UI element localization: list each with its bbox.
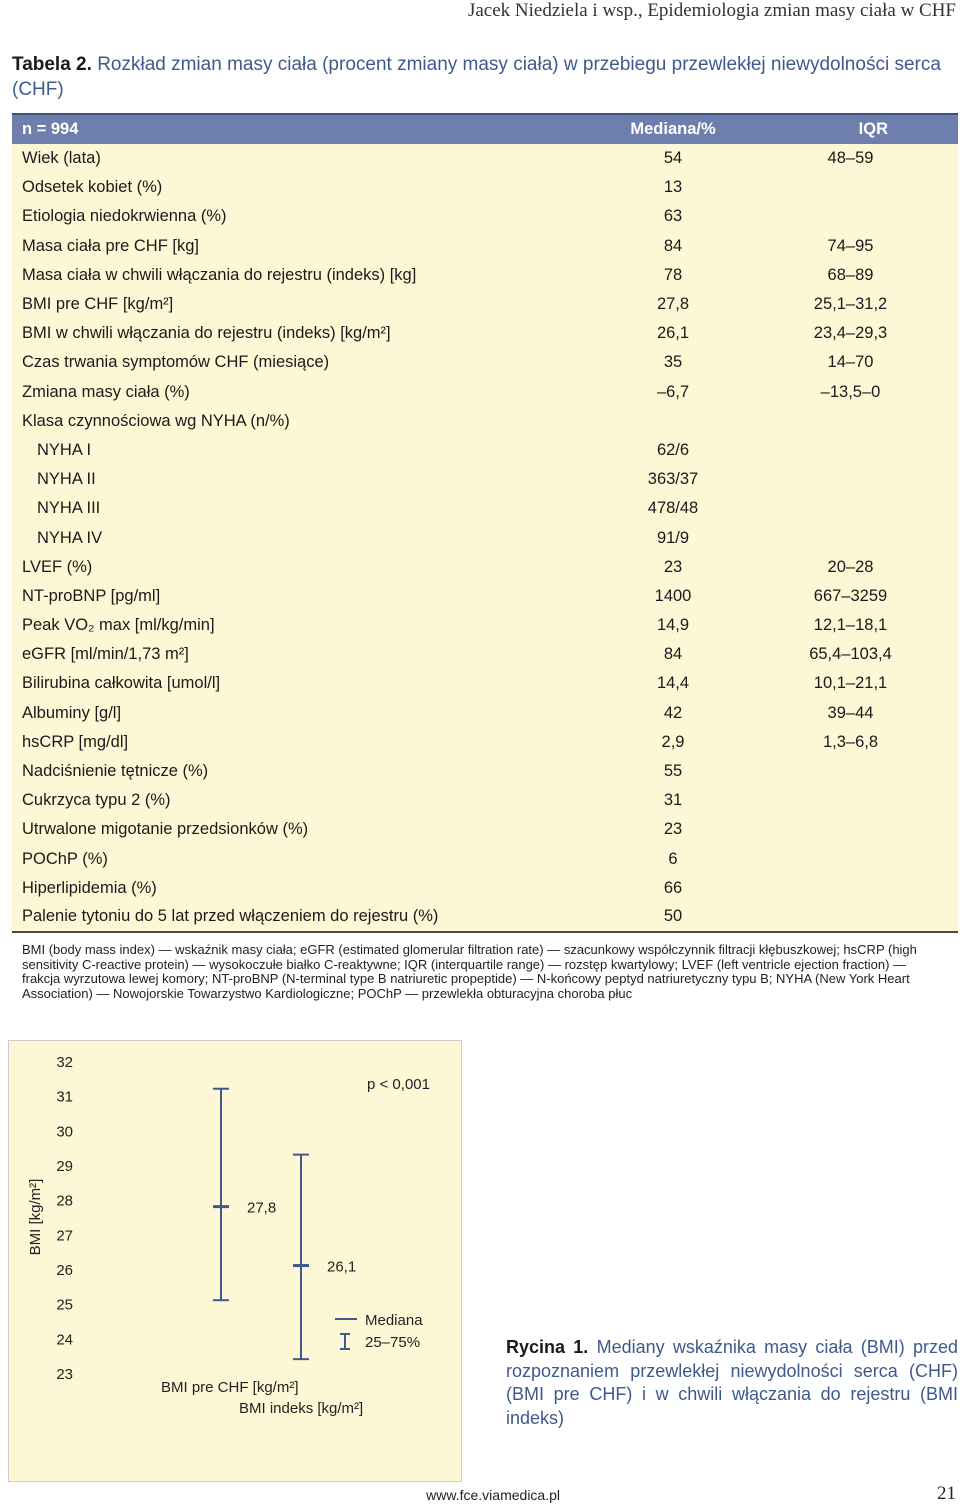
table-cell: 84	[663, 645, 683, 664]
table-cell: Utrwalone migotanie przedsionków (%)	[22, 820, 309, 839]
page-number: 21	[937, 1483, 956, 1504]
table-cell: POChP (%)	[22, 849, 108, 868]
y-tick-label: 32	[56, 1054, 73, 1071]
table-cell: Peak VO₂ max [ml/kg/min]	[22, 616, 215, 635]
y-tick-label: 28	[56, 1192, 73, 1210]
bmi-chart	[9, 1041, 461, 1481]
table-cell	[743, 523, 958, 552]
table-cell: Etiologia niedokrwienna (%)	[22, 207, 227, 226]
table-cell: BMI w chwili włączania do rejestru (indeks) [kg/m²]	[22, 324, 391, 343]
table-cell: Palenie tytoniu do 5 lat przed włączeniem do rejestru (%)	[12, 903, 603, 932]
table-cell: NYHA I	[37, 440, 92, 459]
table-cell: Albuminy [g/l]	[22, 703, 122, 722]
table-row	[12, 290, 958, 319]
table-cell: Nadciśnienie tętnicze (%)	[22, 762, 209, 781]
table-cell	[603, 407, 743, 436]
y-axis-label: BMI [kg/m²]	[27, 1178, 44, 1256]
footer-url: www.fce.viamedica.pl	[426, 1487, 560, 1503]
table-cell: 26,1	[656, 324, 690, 343]
table-cell: 35	[663, 353, 683, 372]
table-cell: 25,1–31,2	[813, 295, 888, 314]
y-tick-label: 29	[56, 1158, 73, 1175]
figure-caption	[506, 1336, 958, 1430]
table-cell: 14,9	[656, 616, 690, 635]
legend-range-label: 25–75%	[365, 1334, 421, 1351]
table-cell: 23,4–29,3	[813, 324, 888, 343]
table-row	[12, 436, 958, 465]
table-cell: 48–59	[827, 149, 874, 168]
table-cell	[743, 202, 958, 231]
column-header: n = 994	[12, 114, 603, 144]
table-cell	[743, 815, 958, 844]
table-cell: 667–3259	[813, 586, 888, 605]
table-cell: 63	[663, 207, 683, 226]
table-cell: Czas trwania symptomów CHF (miesiące)	[22, 353, 330, 372]
table-cell: 50	[603, 903, 743, 932]
table-cell: 1400	[654, 586, 692, 605]
table-caption	[12, 52, 960, 102]
table-cell: 62/6	[656, 440, 690, 459]
table-cell: Odsetek kobiet (%)	[22, 178, 163, 197]
y-tick-label: 25	[56, 1296, 73, 1314]
table-footnote: BMI (body mass index) — wskaźnik masy ciała; eGFR (estimated glomerular filtration rate) — szacunkowy współczynnik filtracji kłębuszkowej; hsCRP (high sensitivity C-reactive protein) — wysokoczułe białko C-reaktywne; IQR (interquartile range) — rozstęp kwartylowy; LVEF (left ventricle ejection fraction) — frakcja wyrzutowa lewej komory; NT-proBNP (N-terminal type B natriuretic propeptide) — N-końcowy peptyd natriuretyczny typu B; NYHA (New York Heart Association) — Nowojorskie Towarzystwo Kardiologiczne; POChP — przewlekła obturacyjna choroba płuc	[22, 942, 917, 1001]
table-row	[12, 728, 958, 757]
table-caption-text: Rozkład zmian masy ciała (procent zmiany masy ciała) w przebiegu przewlekłej niewydolności serca (CHF)	[12, 54, 941, 100]
table-cell: 27,8	[656, 295, 690, 314]
table-row	[12, 202, 958, 231]
table-cell: Masa ciała w chwili włączania do rejestru (indeks) [kg]	[22, 265, 417, 284]
table-row	[12, 757, 958, 786]
table-cell: 31	[663, 791, 683, 810]
table-row	[12, 611, 958, 640]
table-cell: 1,3–6,8	[822, 732, 879, 751]
running-head: Jacek Niedziela i wsp., Epidemiologia zmian masy ciała w CHF	[467, 0, 956, 21]
figure-label: Rycina 1.	[506, 1337, 589, 1357]
table-row	[12, 348, 958, 377]
table-cell: NYHA III	[37, 499, 101, 518]
median-label: 27,8	[247, 1199, 277, 1217]
table-cell	[743, 786, 958, 815]
table-cell: 84	[663, 236, 683, 255]
table-row	[12, 640, 958, 669]
table-row	[12, 553, 958, 582]
table-cell	[743, 407, 958, 436]
table-row	[12, 523, 958, 552]
table-cell: Cukrzyca typu 2 (%)	[22, 791, 171, 810]
table-row	[12, 845, 958, 874]
table-cell: 23	[663, 557, 683, 576]
table-cell	[743, 436, 958, 465]
legend-median-label: Mediana	[365, 1312, 423, 1329]
table-cell: 478/48	[647, 499, 699, 518]
table-row	[12, 874, 958, 903]
category-label: BMI indeks [kg/m²]	[239, 1400, 364, 1417]
table-row	[12, 144, 958, 173]
y-tick-label: 27	[56, 1227, 73, 1245]
table-cell: 6	[668, 849, 678, 868]
table-cell: 23	[663, 820, 683, 839]
table-row	[12, 465, 958, 494]
table-row	[12, 815, 958, 844]
table-row	[12, 699, 958, 728]
y-tick-label: 31	[56, 1088, 73, 1106]
table-cell: 42	[663, 703, 683, 722]
table-cell: Klasa czynnościowa wg NYHA (n/%)	[22, 411, 290, 430]
table-cell: Wiek (lata)	[22, 149, 101, 168]
table-cell: 20–28	[827, 557, 874, 576]
table-cell: 39–44	[827, 703, 874, 722]
table-cell	[743, 757, 958, 786]
table-cell	[743, 173, 958, 202]
table-row	[12, 582, 958, 611]
table-cell	[743, 494, 958, 523]
y-tick-label: 23	[56, 1366, 73, 1383]
table-cell	[743, 845, 958, 874]
table-cell: LVEF (%)	[22, 557, 93, 576]
table-cell: hsCRP [mg/dl]	[22, 732, 129, 751]
y-tick-label: 26	[56, 1262, 73, 1279]
table-cell: 68–89	[827, 265, 874, 284]
table-cell: 78	[663, 265, 683, 284]
table-label: Tabela 2.	[12, 54, 92, 75]
figure-box	[8, 1040, 462, 1482]
table-cell: 2,9	[661, 732, 685, 751]
table-cell: 14,4	[656, 674, 690, 693]
table-cell: 12,1–18,1	[813, 616, 888, 635]
table-cell: 55	[663, 762, 683, 781]
table-cell: 65,4–103,4	[809, 645, 892, 664]
table-cell: Masa ciała pre CHF [kg]	[22, 236, 199, 255]
table-row	[12, 494, 958, 523]
table-cell: eGFR [ml/min/1,73 m²]	[22, 645, 189, 664]
table-row	[12, 378, 958, 407]
table-cell: Zmiana masy ciała (%)	[22, 382, 190, 401]
table-cell: NYHA II	[37, 470, 96, 489]
figure-caption-text: Mediany wskaźnika masy ciała (BMI) przed rozpoznaniem przewlekłej niewydolności serca (CHF) (BMI pre CHF) i w chwili włączania do rejestru (BMI indeks)	[506, 1337, 958, 1428]
p-value-annotation: p < 0,001	[367, 1076, 430, 1093]
table-row	[12, 786, 958, 815]
category-label: BMI pre CHF [kg/m²]	[161, 1379, 299, 1396]
table-cell: 14–70	[827, 353, 874, 372]
table-row	[12, 407, 958, 436]
table-row	[12, 173, 958, 202]
table-cell: 74–95	[827, 236, 874, 255]
table-cell: 363/37	[647, 470, 699, 489]
table-row	[12, 319, 958, 348]
table-cell: 66	[663, 878, 683, 897]
median-label: 26,1	[327, 1258, 357, 1276]
table-row	[12, 232, 958, 261]
data-table	[12, 113, 958, 933]
y-tick-label: 24	[56, 1331, 73, 1349]
table-cell	[743, 465, 958, 494]
table-row	[12, 261, 958, 290]
table-cell: 13	[663, 178, 683, 197]
table-row	[12, 903, 958, 932]
table-cell	[743, 903, 958, 932]
column-header: IQR	[743, 114, 958, 144]
table-cell: Bilirubina całkowita [umol/l]	[22, 674, 221, 693]
table-cell: Hiperlipidemia (%)	[22, 878, 157, 897]
column-header: Mediana/%	[603, 114, 743, 144]
table-cell: –13,5–0	[820, 382, 881, 401]
table-cell: 10,1–21,1	[813, 674, 888, 693]
table-cell: BMI pre CHF [kg/m²]	[22, 295, 174, 314]
table-row	[12, 669, 958, 698]
y-tick-label: 30	[56, 1123, 73, 1141]
table-cell	[743, 874, 958, 903]
table-cell: NYHA IV	[37, 528, 103, 547]
table-cell: 54	[663, 149, 683, 168]
table-cell: –6,7	[656, 382, 690, 401]
table-cell: NT-proBNP [pg/ml]	[22, 586, 161, 605]
table-header-row	[12, 114, 958, 144]
table-cell: 91/9	[656, 528, 690, 547]
